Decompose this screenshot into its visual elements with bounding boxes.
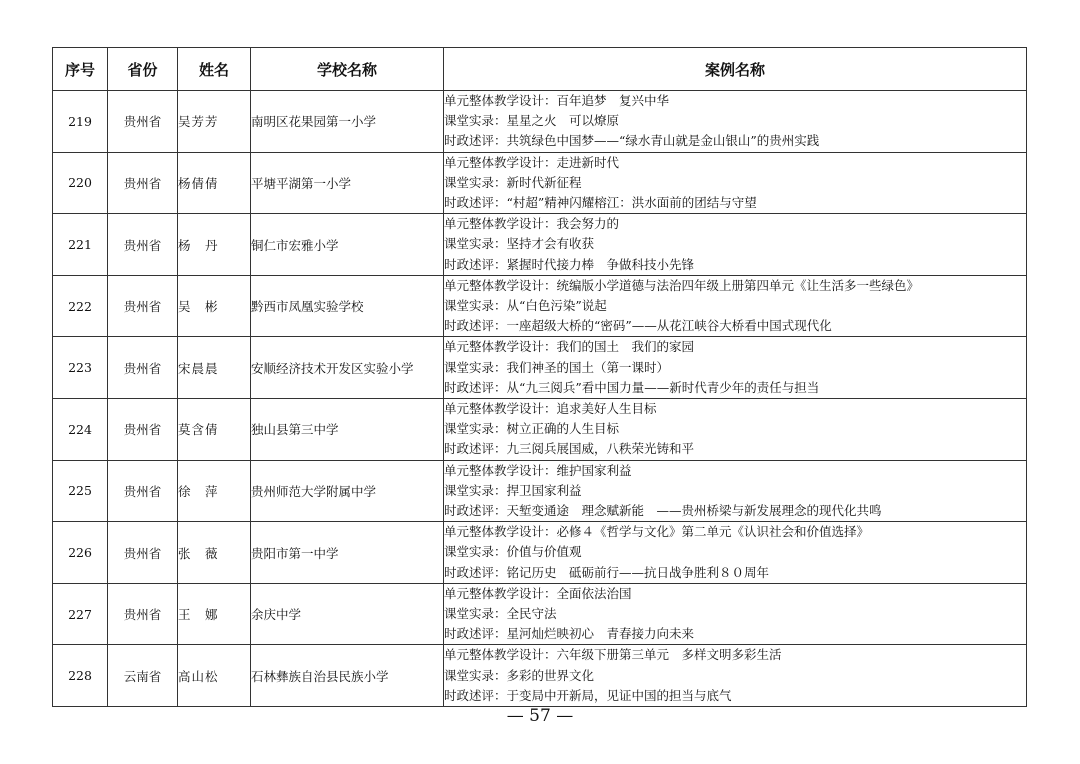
unit-design-case: 单元整体教学设计：全面依法治国: [444, 585, 632, 601]
classroom-record-case: 课堂实录：价值与价值观: [444, 544, 582, 560]
province-cell: 贵州省: [108, 152, 178, 214]
current-affairs-review-case: 时政述评：九三阅兵展国威，八秩荣光铸和平: [444, 441, 695, 457]
name-cell: 吴芳芳: [178, 91, 251, 153]
classroom-record-case: 课堂实录：全民守法: [444, 606, 557, 622]
province-cell: 贵州省: [108, 275, 178, 337]
name-cell: 张 薇: [178, 522, 251, 584]
serial-number-cell: 222: [53, 275, 108, 337]
classroom-record-case: 课堂实录：星星之火 可以燎原: [444, 113, 620, 129]
table-row: [53, 399, 1027, 461]
table-row: [53, 583, 1027, 645]
serial-number-cell: 228: [53, 645, 108, 707]
province-cell: 云南省: [108, 645, 178, 707]
unit-design-case: 单元整体教学设计：维护国家利益: [444, 462, 632, 478]
current-affairs-review-case: 时政述评：从“九三阅兵”看中国力量——新时代青少年的责任与担当: [444, 379, 820, 395]
classroom-record-case: 课堂实录：新时代新征程: [444, 174, 582, 190]
name-cell: 吴 彬: [178, 275, 251, 337]
serial-number-cell: 219: [53, 91, 108, 153]
current-affairs-review-case: 时政述评：“村超”精神闪耀榕江：洪水面前的团结与守望: [444, 195, 757, 211]
unit-design-case: 单元整体教学设计：我会努力的: [444, 216, 620, 232]
unit-design-case: 单元整体教学设计：必修４《哲学与文化》第二单元《认识社会和价值选择》: [444, 524, 870, 540]
header-name: 姓名: [178, 48, 251, 91]
case-names-cell: [444, 399, 1027, 461]
name-cell: 王 娜: [178, 583, 251, 645]
serial-number-cell: 224: [53, 399, 108, 461]
school-cell: 南明区花果园第一小学: [251, 91, 444, 153]
school-cell: 黔西市凤凰实验学校: [251, 275, 444, 337]
name-cell: 高山松: [178, 645, 251, 707]
table-row: [53, 522, 1027, 584]
unit-design-case: 单元整体教学设计：我们的国土 我们的家园: [444, 339, 695, 355]
table-row: [53, 275, 1027, 337]
province-cell: 贵州省: [108, 583, 178, 645]
header-school-name: 学校名称: [251, 48, 444, 91]
classroom-record-case: 课堂实录：我们神圣的国土（第一课时）: [444, 359, 670, 375]
school-cell: 贵阳市第一中学: [251, 522, 444, 584]
province-cell: 贵州省: [108, 460, 178, 522]
unit-design-case: 单元整体教学设计：统编版小学道德与法治四年级上册第四单元《让生活多一些绿色》: [444, 277, 920, 293]
case-names-cell: [444, 214, 1027, 276]
name-cell: 莫含倩: [178, 399, 251, 461]
school-cell: 石林彝族自治县民族小学: [251, 645, 444, 707]
header-province: 省份: [108, 48, 178, 91]
table-row: [53, 337, 1027, 399]
classroom-record-case: 课堂实录：多彩的世界文化: [444, 667, 595, 683]
serial-number-cell: 227: [53, 583, 108, 645]
current-affairs-review-case: 时政述评：星河灿烂映初心 青春接力向未来: [444, 626, 695, 642]
current-affairs-review-case: 时政述评：铭记历史 砥砺前行——抗日战争胜利８０周年: [444, 564, 770, 580]
province-cell: 贵州省: [108, 337, 178, 399]
page-number: — 57 —: [506, 706, 574, 726]
case-names-cell: [444, 645, 1027, 707]
header-serial-number: 序号: [53, 48, 108, 91]
classroom-record-case: 课堂实录：坚持才会有收获: [444, 236, 595, 252]
province-cell: 贵州省: [108, 399, 178, 461]
serial-number-cell: 221: [53, 214, 108, 276]
school-cell: 独山县第三中学: [251, 399, 444, 461]
unit-design-case: 单元整体教学设计：百年追梦 复兴中华: [444, 93, 670, 108]
unit-design-case: 单元整体教学设计：六年级下册第三单元 多样文明多彩生活: [444, 647, 782, 663]
case-names-cell: [444, 337, 1027, 399]
table-row: [53, 645, 1027, 707]
school-cell: 平塘平湖第一小学: [251, 152, 444, 214]
name-cell: 徐 萍: [178, 460, 251, 522]
table-header-row: [53, 48, 1027, 91]
current-affairs-review-case: 时政述评：天堑变通途 理念赋新能 ——贵州桥梁与新发展理念的现代化共鸣: [444, 503, 882, 519]
serial-number-cell: 223: [53, 337, 108, 399]
current-affairs-review-case: 时政述评：于变局中开新局，见证中国的担当与底气: [444, 687, 732, 703]
header-case-name: 案例名称: [444, 48, 1027, 91]
name-cell: 宋晨晨: [178, 337, 251, 399]
case-names-cell: [444, 275, 1027, 337]
serial-number-cell: 226: [53, 522, 108, 584]
unit-design-case: 单元整体教学设计：走进新时代: [444, 154, 620, 170]
case-names-cell: [444, 583, 1027, 645]
serial-number-cell: 220: [53, 152, 108, 214]
case-names-cell: [444, 91, 1027, 153]
school-cell: 余庆中学: [251, 583, 444, 645]
province-cell: 贵州省: [108, 214, 178, 276]
school-cell: 安顺经济技术开发区实验小学: [251, 337, 444, 399]
case-names-cell: [444, 522, 1027, 584]
current-affairs-review-case: 时政述评：一座超级大桥的“密码”——从花江峡谷大桥看中国式现代化: [444, 318, 832, 334]
case-names-cell: [444, 460, 1027, 522]
school-cell: 铜仁市宏雅小学: [251, 214, 444, 276]
classroom-record-case: 课堂实录：树立正确的人生目标: [444, 421, 620, 437]
current-affairs-review-case: 时政述评：紧握时代接力棒 争做科技小先锋: [444, 256, 695, 272]
table-row: [53, 460, 1027, 522]
serial-number-cell: 225: [53, 460, 108, 522]
school-cell: 贵州师范大学附属中学: [251, 460, 444, 522]
table-row: [53, 91, 1027, 153]
case-roster-table: [52, 47, 1027, 707]
province-cell: 贵州省: [108, 91, 178, 153]
name-cell: 杨倩倩: [178, 152, 251, 214]
unit-design-case: 单元整体教学设计：追求美好人生目标: [444, 401, 657, 417]
case-names-cell: [444, 152, 1027, 214]
province-cell: 贵州省: [108, 522, 178, 584]
classroom-record-case: 课堂实录：从“白色污染”说起: [444, 298, 607, 314]
classroom-record-case: 课堂实录：捍卫国家利益: [444, 482, 582, 498]
current-affairs-review-case: 时政述评：共筑绿色中国梦——“绿水青山就是金山银山”的贵州实践: [444, 133, 820, 149]
name-cell: 杨 丹: [178, 214, 251, 276]
table-row: [53, 152, 1027, 214]
table-row: [53, 214, 1027, 276]
